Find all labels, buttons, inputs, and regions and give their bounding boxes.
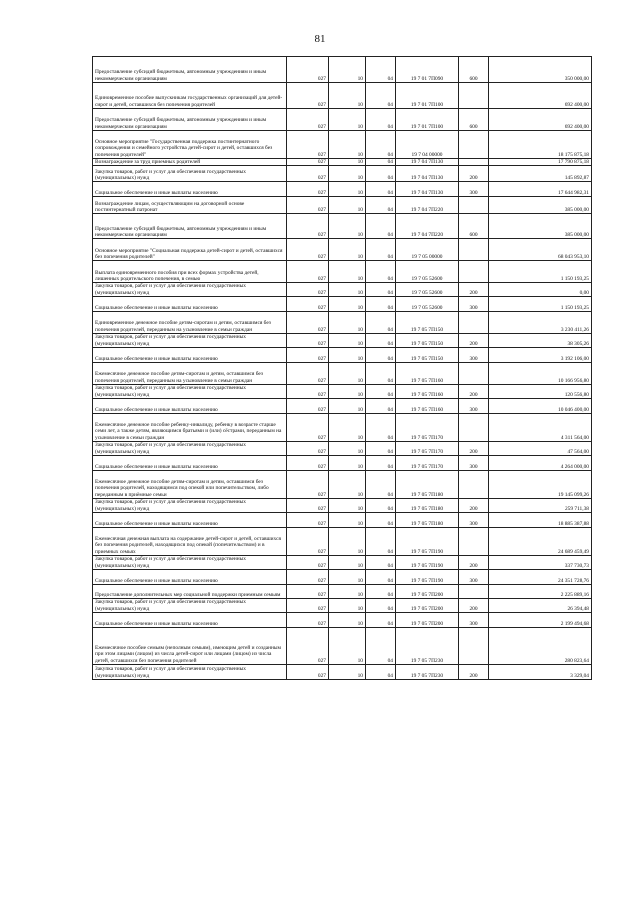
section-code: 10 bbox=[329, 83, 366, 109]
budget-item-name: Социальное обеспечение и иные выплаты населению bbox=[93, 399, 287, 414]
subsection-code: 04 bbox=[366, 261, 396, 283]
budget-item-name: Вознаграждение за труд приемных родителей bbox=[93, 159, 287, 166]
subsection-code: 04 bbox=[366, 159, 396, 166]
section-code: 10 bbox=[329, 348, 366, 363]
section-code: 10 bbox=[329, 499, 366, 513]
budget-item-name: Закупка товаров, работ и услуг для обеспечения государственных (муниципальных) нужд bbox=[93, 556, 287, 570]
ministry-code: 027 bbox=[287, 182, 329, 197]
ministry-code: 027 bbox=[287, 197, 329, 214]
section-code: 10 bbox=[329, 471, 366, 499]
amount: 24 351 728,76 bbox=[489, 570, 592, 585]
target-article-code: 19 7 05 7П190 bbox=[396, 528, 459, 556]
section-code: 10 bbox=[329, 513, 366, 528]
table-row bbox=[93, 363, 592, 385]
amount: 3 230 411,26 bbox=[489, 312, 592, 334]
subsection-code: 04 bbox=[366, 385, 396, 399]
section-code: 10 bbox=[329, 214, 366, 239]
ministry-code: 027 bbox=[287, 442, 329, 456]
amount: 26 394,48 bbox=[489, 599, 592, 613]
amount: 38 305,26 bbox=[489, 334, 592, 348]
budget-item-name: Ежемесячное денежное пособие ребенку-инвалиду, ребенку в возрасте старше семи лет, а также детям, являющимся братьями и (или) сёстрами, переданным на усыновление в семьи граждан bbox=[93, 414, 287, 442]
expense-type-code bbox=[459, 159, 489, 166]
ministry-code: 027 bbox=[287, 570, 329, 585]
subsection-code: 04 bbox=[366, 334, 396, 348]
expense-type-code bbox=[459, 131, 489, 159]
section-code: 10 bbox=[329, 57, 366, 83]
ministry-code: 027 bbox=[287, 628, 329, 665]
subsection-code: 04 bbox=[366, 348, 396, 363]
budget-item-name: Основное мероприятие "Социальная поддержка детей-сирот и детей, оставшихся без попечения родителей" bbox=[93, 239, 287, 261]
table-row bbox=[93, 585, 592, 599]
section-code: 10 bbox=[329, 109, 366, 131]
section-code: 10 bbox=[329, 297, 366, 312]
section-code: 10 bbox=[329, 159, 366, 166]
subsection-code: 04 bbox=[366, 131, 396, 159]
ministry-code: 027 bbox=[287, 159, 329, 166]
amount: 1 150 193,25 bbox=[489, 261, 592, 283]
budget-item-name: Социальное обеспечение и иные выплаты населению bbox=[93, 513, 287, 528]
table-row bbox=[93, 283, 592, 297]
budget-item-name: Основное мероприятие "Государственная поддержка постинтернатного сопровождения и семейного устройства детей-сирот и детей, оставшихся без попечения родителей" bbox=[93, 131, 287, 159]
expense-type-code: 300 bbox=[459, 348, 489, 363]
budget-item-name: Социальное обеспечение и иные выплаты населению bbox=[93, 348, 287, 363]
amount: 1 150 193,25 bbox=[489, 297, 592, 312]
expense-type-code: 200 bbox=[459, 442, 489, 456]
amount: 3 192 106,00 bbox=[489, 348, 592, 363]
amount: 19 145 099,26 bbox=[489, 471, 592, 499]
section-code: 10 bbox=[329, 442, 366, 456]
ministry-code: 027 bbox=[287, 334, 329, 348]
subsection-code: 04 bbox=[366, 399, 396, 414]
expense-type-code: 200 bbox=[459, 599, 489, 613]
ministry-code: 027 bbox=[287, 363, 329, 385]
subsection-code: 04 bbox=[366, 214, 396, 239]
table-row bbox=[93, 83, 592, 109]
subsection-code: 04 bbox=[366, 239, 396, 261]
amount: 10 166 956,80 bbox=[489, 363, 592, 385]
ministry-code: 027 bbox=[287, 297, 329, 312]
subsection-code: 04 bbox=[366, 283, 396, 297]
amount: 120 556,80 bbox=[489, 385, 592, 399]
subsection-code: 04 bbox=[366, 456, 396, 471]
target-article-code: 19 7 05 7П160 bbox=[396, 363, 459, 385]
amount: 145 892,87 bbox=[489, 166, 592, 182]
amount: 0,00 bbox=[489, 283, 592, 297]
expense-type-code: 300 bbox=[459, 297, 489, 312]
subsection-code: 04 bbox=[366, 83, 396, 109]
table-row bbox=[93, 57, 592, 83]
table-row bbox=[93, 109, 592, 131]
target-article-code: 19 7 05 7П200 bbox=[396, 585, 459, 599]
subsection-code: 04 bbox=[366, 182, 396, 197]
target-article-code: 19 7 05 7П170 bbox=[396, 442, 459, 456]
amount: 4 311 564,00 bbox=[489, 414, 592, 442]
amount: 18 175 875,18 bbox=[489, 131, 592, 159]
budget-item-name: Предоставление субсидий бюджетным, автономным учреждениям и иным некоммерческим организациям bbox=[93, 57, 287, 83]
section-code: 10 bbox=[329, 585, 366, 599]
amount: 18 885 387,88 bbox=[489, 513, 592, 528]
subsection-code: 04 bbox=[366, 499, 396, 513]
section-code: 10 bbox=[329, 283, 366, 297]
target-article-code: 19 7 05 7П160 bbox=[396, 399, 459, 414]
target-article-code: 19 7 01 7П090 bbox=[396, 57, 459, 83]
ministry-code: 027 bbox=[287, 613, 329, 628]
budget-item-name: Ежемесячная денежная выплата на содержание детей-сирот и детей, оставшихся без попечения родителей, находящихся под опекой (попечительством) и в приемных семьях bbox=[93, 528, 287, 556]
budget-item-name: Социальное обеспечение и иные выплаты населению bbox=[93, 613, 287, 628]
section-code: 10 bbox=[329, 239, 366, 261]
ministry-code: 027 bbox=[287, 312, 329, 334]
budget-item-name: Социальное обеспечение и иные выплаты населению bbox=[93, 182, 287, 197]
table-row bbox=[93, 131, 592, 159]
subsection-code: 04 bbox=[366, 166, 396, 182]
amount: 3 329,04 bbox=[489, 665, 592, 680]
subsection-code: 04 bbox=[366, 665, 396, 680]
expense-type-code: 300 bbox=[459, 613, 489, 628]
table-row bbox=[93, 182, 592, 197]
budget-item-name: Единовременное пособие выпускникам государственных организаций для детей-сирот и детей, оставшихся без попечения родителей bbox=[93, 83, 287, 109]
subsection-code: 04 bbox=[366, 513, 396, 528]
ministry-code: 027 bbox=[287, 385, 329, 399]
table-row bbox=[93, 471, 592, 499]
section-code: 10 bbox=[329, 599, 366, 613]
section-code: 10 bbox=[329, 182, 366, 197]
subsection-code: 04 bbox=[366, 471, 396, 499]
amount: 350 000,00 bbox=[489, 57, 592, 83]
budget-item-name: Закупка товаров, работ и услуг для обеспечения государственных (муниципальных) нужд bbox=[93, 166, 287, 182]
section-code: 10 bbox=[329, 385, 366, 399]
table-row bbox=[93, 348, 592, 363]
ministry-code: 027 bbox=[287, 599, 329, 613]
budget-item-name: Предоставление дополнительных мер социальной поддержки приемным семьям bbox=[93, 585, 287, 599]
expense-type-code bbox=[459, 414, 489, 442]
section-code: 10 bbox=[329, 131, 366, 159]
expense-type-code: 200 bbox=[459, 283, 489, 297]
expense-type-code: 300 bbox=[459, 456, 489, 471]
amount: 10 046 400,00 bbox=[489, 399, 592, 414]
budget-item-name: Социальное обеспечение и иные выплаты населению bbox=[93, 297, 287, 312]
amount: 280 823,64 bbox=[489, 628, 592, 665]
expense-type-code bbox=[459, 239, 489, 261]
amount: 68 043 953,10 bbox=[489, 239, 592, 261]
ministry-code: 027 bbox=[287, 471, 329, 499]
section-code: 10 bbox=[329, 414, 366, 442]
expense-type-code: 200 bbox=[459, 556, 489, 570]
table-row bbox=[93, 261, 592, 283]
subsection-code: 04 bbox=[366, 613, 396, 628]
budget-item-name: Выплата единовременного пособия при всех формах устройства детей, лишенных родительского попечения, в семью bbox=[93, 261, 287, 283]
table-row bbox=[93, 159, 592, 166]
amount: 692 400,00 bbox=[489, 83, 592, 109]
ministry-code: 027 bbox=[287, 166, 329, 182]
ministry-code: 027 bbox=[287, 556, 329, 570]
expense-type-code bbox=[459, 528, 489, 556]
table-row bbox=[93, 297, 592, 312]
budget-table bbox=[92, 56, 592, 680]
expense-type-code: 600 bbox=[459, 57, 489, 83]
expense-type-code: 200 bbox=[459, 665, 489, 680]
target-article-code: 19 7 05 7П180 bbox=[396, 513, 459, 528]
ministry-code: 027 bbox=[287, 214, 329, 239]
target-article-code: 19 7 05 7П180 bbox=[396, 471, 459, 499]
subsection-code: 04 bbox=[366, 363, 396, 385]
subsection-code: 04 bbox=[366, 585, 396, 599]
ministry-code: 027 bbox=[287, 665, 329, 680]
budget-item-name: Ежемесячное денежное пособие детям-сиротам и детям, оставшимся без попечения родителей, переданным на усыновление в семьи граждан bbox=[93, 363, 287, 385]
target-article-code: 19 7 05 7П150 bbox=[396, 334, 459, 348]
subsection-code: 04 bbox=[366, 312, 396, 334]
subsection-code: 04 bbox=[366, 297, 396, 312]
table-row bbox=[93, 385, 592, 399]
table-row bbox=[93, 334, 592, 348]
target-article-code: 19 7 05 00000 bbox=[396, 239, 459, 261]
target-article-code: 19 7 05 52600 bbox=[396, 261, 459, 283]
target-article-code: 19 7 04 7П130 bbox=[396, 166, 459, 182]
subsection-code: 04 bbox=[366, 570, 396, 585]
target-article-code: 19 7 05 7П200 bbox=[396, 599, 459, 613]
budget-item-name: Закупка товаров, работ и услуг для обеспечения государственных (муниципальных) нужд bbox=[93, 442, 287, 456]
target-article-code: 19 7 04 7П220 bbox=[396, 197, 459, 214]
budget-item-name: Ежемесячное пособие семьям (неполным семьям), имеющим детей и созданным при этом лицами (лицом) из числа детей-сирот или лицами (лицом) из числа детей, оставшихся без попечения родителей bbox=[93, 628, 287, 665]
target-article-code: 19 7 05 7П150 bbox=[396, 312, 459, 334]
ministry-code: 027 bbox=[287, 456, 329, 471]
table-row bbox=[93, 599, 592, 613]
ministry-code: 027 bbox=[287, 131, 329, 159]
budget-item-name: Ежемесячное денежное пособие детям-сиротам и детям, оставшимся без попечения родителей, находящимся под опекой или попечительством, либо переданным в приёмные семьи bbox=[93, 471, 287, 499]
section-code: 10 bbox=[329, 399, 366, 414]
budget-item-name: Закупка товаров, работ и услуг для обеспечения государственных (муниципальных) нужд bbox=[93, 385, 287, 399]
expense-type-code bbox=[459, 363, 489, 385]
expense-type-code: 300 bbox=[459, 513, 489, 528]
table-row bbox=[93, 570, 592, 585]
subsection-code: 04 bbox=[366, 628, 396, 665]
expense-type-code bbox=[459, 471, 489, 499]
target-article-code: 19 7 04 00000 bbox=[396, 131, 459, 159]
target-article-code: 19 7 05 7П180 bbox=[396, 499, 459, 513]
amount: 385 000,00 bbox=[489, 214, 592, 239]
table-row bbox=[93, 166, 592, 182]
amount: 17 644 982,31 bbox=[489, 182, 592, 197]
amount: 385 000,00 bbox=[489, 197, 592, 214]
table-row bbox=[93, 665, 592, 680]
budget-item-name: Социальное обеспечение и иные выплаты населению bbox=[93, 570, 287, 585]
subsection-code: 04 bbox=[366, 414, 396, 442]
subsection-code: 04 bbox=[366, 57, 396, 83]
table-row bbox=[93, 399, 592, 414]
expense-type-code bbox=[459, 628, 489, 665]
budget-item-name: Закупка товаров, работ и услуг для обеспечения государственных (муниципальных) нужд bbox=[93, 599, 287, 613]
section-code: 10 bbox=[329, 166, 366, 182]
target-article-code: 19 7 01 7П100 bbox=[396, 109, 459, 131]
budget-item-name: Закупка товаров, работ и услуг для обеспечения государственных (муниципальных) нужд bbox=[93, 334, 287, 348]
subsection-code: 04 bbox=[366, 528, 396, 556]
budget-item-name: Социальное обеспечение и иные выплаты населению bbox=[93, 456, 287, 471]
expense-type-code: 200 bbox=[459, 334, 489, 348]
section-code: 10 bbox=[329, 613, 366, 628]
expense-type-code bbox=[459, 312, 489, 334]
ministry-code: 027 bbox=[287, 499, 329, 513]
table-row bbox=[93, 312, 592, 334]
ministry-code: 027 bbox=[287, 513, 329, 528]
section-code: 10 bbox=[329, 665, 366, 680]
ministry-code: 027 bbox=[287, 414, 329, 442]
section-code: 10 bbox=[329, 570, 366, 585]
table-row bbox=[93, 442, 592, 456]
amount: 2 199 494,68 bbox=[489, 613, 592, 628]
subsection-code: 04 bbox=[366, 109, 396, 131]
expense-type-code bbox=[459, 197, 489, 214]
budget-table-body bbox=[93, 57, 592, 680]
budget-item-name: Вознаграждение лицам, осуществляющим на договорной основе постинтернатный патронат bbox=[93, 197, 287, 214]
expense-type-code: 200 bbox=[459, 166, 489, 182]
ministry-code: 027 bbox=[287, 57, 329, 83]
section-code: 10 bbox=[329, 197, 366, 214]
target-article-code: 19 7 05 7П190 bbox=[396, 570, 459, 585]
section-code: 10 bbox=[329, 363, 366, 385]
table-row bbox=[93, 239, 592, 261]
expense-type-code: 300 bbox=[459, 182, 489, 197]
table-row bbox=[93, 628, 592, 665]
amount: 259 711,38 bbox=[489, 499, 592, 513]
subsection-code: 04 bbox=[366, 599, 396, 613]
target-article-code: 19 7 05 7П230 bbox=[396, 628, 459, 665]
section-code: 10 bbox=[329, 312, 366, 334]
ministry-code: 027 bbox=[287, 585, 329, 599]
target-article-code: 19 7 05 52600 bbox=[396, 283, 459, 297]
budget-item-name: Предоставление субсидий бюджетным, автономным учреждениям и иным некоммерческим организациям bbox=[93, 214, 287, 239]
table-row bbox=[93, 456, 592, 471]
subsection-code: 04 bbox=[366, 197, 396, 214]
table-row bbox=[93, 414, 592, 442]
amount: 47 564,00 bbox=[489, 442, 592, 456]
expense-type-code: 600 bbox=[459, 214, 489, 239]
ministry-code: 027 bbox=[287, 239, 329, 261]
table-row bbox=[93, 613, 592, 628]
table-row bbox=[93, 197, 592, 214]
expense-type-code bbox=[459, 585, 489, 599]
amount: 17 790 875,18 bbox=[489, 159, 592, 166]
ministry-code: 027 bbox=[287, 399, 329, 414]
table-row bbox=[93, 513, 592, 528]
target-article-code: 19 7 01 7П100 bbox=[396, 83, 459, 109]
expense-type-code: 600 bbox=[459, 109, 489, 131]
expense-type-code: 300 bbox=[459, 399, 489, 414]
target-article-code: 19 7 04 7П130 bbox=[396, 159, 459, 166]
expense-type-code: 200 bbox=[459, 385, 489, 399]
target-article-code: 19 7 05 7П170 bbox=[396, 456, 459, 471]
expense-type-code: 300 bbox=[459, 570, 489, 585]
target-article-code: 19 7 04 7П220 bbox=[396, 214, 459, 239]
amount: 24 689 459,49 bbox=[489, 528, 592, 556]
ministry-code: 027 bbox=[287, 283, 329, 297]
target-article-code: 19 7 05 7П190 bbox=[396, 556, 459, 570]
section-code: 10 bbox=[329, 261, 366, 283]
section-code: 10 bbox=[329, 528, 366, 556]
target-article-code: 19 7 05 7П170 bbox=[396, 414, 459, 442]
expense-type-code bbox=[459, 83, 489, 109]
target-article-code: 19 7 05 7П160 bbox=[396, 385, 459, 399]
table-row bbox=[93, 214, 592, 239]
section-code: 10 bbox=[329, 334, 366, 348]
ministry-code: 027 bbox=[287, 109, 329, 131]
amount: 337 730,73 bbox=[489, 556, 592, 570]
page-number: 81 bbox=[314, 33, 326, 45]
subsection-code: 04 bbox=[366, 556, 396, 570]
table-row bbox=[93, 556, 592, 570]
table-row bbox=[93, 499, 592, 513]
ministry-code: 027 bbox=[287, 83, 329, 109]
section-code: 10 bbox=[329, 628, 366, 665]
expense-type-code bbox=[459, 261, 489, 283]
target-article-code: 19 7 05 7П200 bbox=[396, 613, 459, 628]
target-article-code: 19 7 05 52600 bbox=[396, 297, 459, 312]
target-article-code: 19 7 04 7П130 bbox=[396, 182, 459, 197]
subsection-code: 04 bbox=[366, 442, 396, 456]
target-article-code: 19 7 05 7П150 bbox=[396, 348, 459, 363]
expense-type-code: 200 bbox=[459, 499, 489, 513]
ministry-code: 027 bbox=[287, 348, 329, 363]
budget-item-name: Закупка товаров, работ и услуг для обеспечения государственных (муниципальных) нужд bbox=[93, 665, 287, 680]
section-code: 10 bbox=[329, 556, 366, 570]
target-article-code: 19 7 05 7П230 bbox=[396, 665, 459, 680]
amount: 692 400,00 bbox=[489, 109, 592, 131]
ministry-code: 027 bbox=[287, 261, 329, 283]
budget-item-name: Предоставление субсидий бюджетным, автономным учреждениям и иным некоммерческим организациям bbox=[93, 109, 287, 131]
section-code: 10 bbox=[329, 456, 366, 471]
budget-item-name: Единовременное денежное пособие детям-сиротам и детям, оставшимся без попечения родителей, переданным на усыновление в семьи граждан bbox=[93, 312, 287, 334]
table-row bbox=[93, 528, 592, 556]
amount: 4 264 000,00 bbox=[489, 456, 592, 471]
ministry-code: 027 bbox=[287, 528, 329, 556]
budget-item-name: Закупка товаров, работ и услуг для обеспечения государственных (муниципальных) нужд bbox=[93, 283, 287, 297]
budget-item-name: Закупка товаров, работ и услуг для обеспечения государственных (муниципальных) нужд bbox=[93, 499, 287, 513]
amount: 2 225 889,16 bbox=[489, 585, 592, 599]
